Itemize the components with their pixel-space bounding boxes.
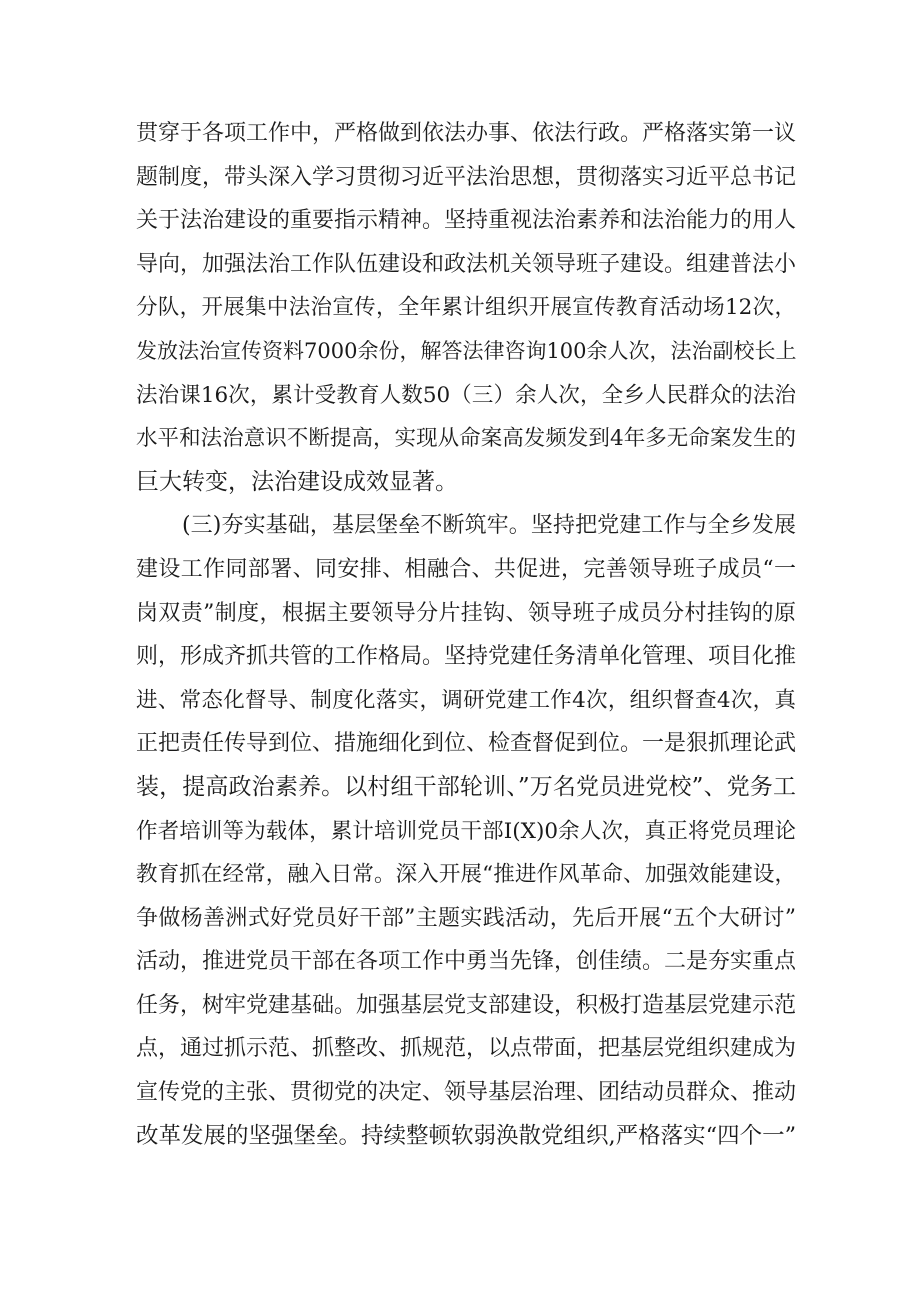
paragraph-line: 任务，树牢党建基础。加强基层党支部建设，积极打造基层党建示范: [136, 992, 797, 1018]
paragraph-line: 则，形成齐抓共管的工作格局。坚持党建任务清单化管理、项目化推: [136, 644, 797, 670]
paragraph-line: 导向，加强法治工作队伍建设和政法机关领导班子建设。组建普法小: [136, 251, 797, 277]
paragraph-line: 改革发展的坚强堡垒。持续整顿软弱涣散党组织,严格落实“四个一”: [136, 1122, 797, 1149]
paragraph-line: 建设工作同部署、同安排、相融合、共促进，完善领导班子成员“一: [136, 556, 796, 582]
paragraph-line: 进、常态化督导、制度化落实，调研党建工作4次，组织督查4次，真: [136, 687, 796, 713]
paragraph-line: (三)夯实基础，基层堡垒不断筑牢。坚持把党建工作与全乡发展: [182, 513, 796, 539]
paragraph-2: [136, 504, 796, 1158]
paragraph-line: 作者培训等为载体，累计培训党员干部I(X)0余人次，真正将党员理论: [136, 818, 796, 844]
paragraph-line: 岗双责”制度，根据主要领导分片挂钩、领导班子成员分村挂钩的原: [136, 600, 796, 626]
paragraph-line: 发放法治宣传资料7000余份，解答法律咨询100余人次，法治副校长上: [136, 338, 797, 363]
paragraph-line: 分队，开展集中法治宣传，全年累计组织开展宣传教育活动场12次，: [136, 295, 796, 321]
paragraph-line: 水平和法治意识不断提高，实现从命案高发频发到4年多无命案发生的: [136, 426, 796, 452]
paragraph-line: 宣传党的主张、贯彻党的决定、领导基层治理、团结动员群众、推动: [136, 1080, 797, 1106]
paragraph-line: 正把责任传导到位、措施细化到位、检查督促到位。一是狠抓理论武: [136, 731, 797, 757]
paragraph-line: 争做杨善洲式好党员好干部”主题实践活动，先后开展“五个大研讨”: [136, 905, 796, 931]
paragraph-line: 巨大转变，法治建设成效显著。: [136, 468, 458, 495]
paragraph-line: 法治课16次，累计受教育人数50（三）余人次，全乡人民群众的法治: [136, 382, 796, 408]
paragraph-line: 题制度，带头深入学习贯彻习近平法治思想，贯彻落实习近平总书记: [136, 164, 797, 190]
paragraph-line: 活动，推进党员干部在各项工作中勇当先锋，创佳绩。二是夯实重点: [136, 949, 797, 975]
paragraph-1: [136, 112, 796, 504]
paragraph-line: 关于法治建设的重要指示精神。坚持重视法治素养和法治能力的用人: [136, 208, 797, 234]
paragraph-line: 教育抓在经常，融入日常。深入开展“推进作风革命、加强效能建设，: [136, 862, 796, 888]
document-body: [136, 112, 796, 1158]
paragraph-line: 贯穿于各项工作中，严格做到依法办事、依法行政。严格落实第一议: [136, 121, 797, 146]
paragraph-line: 装，提高政治素养。以村组干部轮训、”万名党员进党校”、党务工: [136, 773, 796, 800]
paragraph-line: 点，通过抓示范、抓整改、抓规范，以点带面，把基层党组织建成为: [136, 1036, 797, 1062]
